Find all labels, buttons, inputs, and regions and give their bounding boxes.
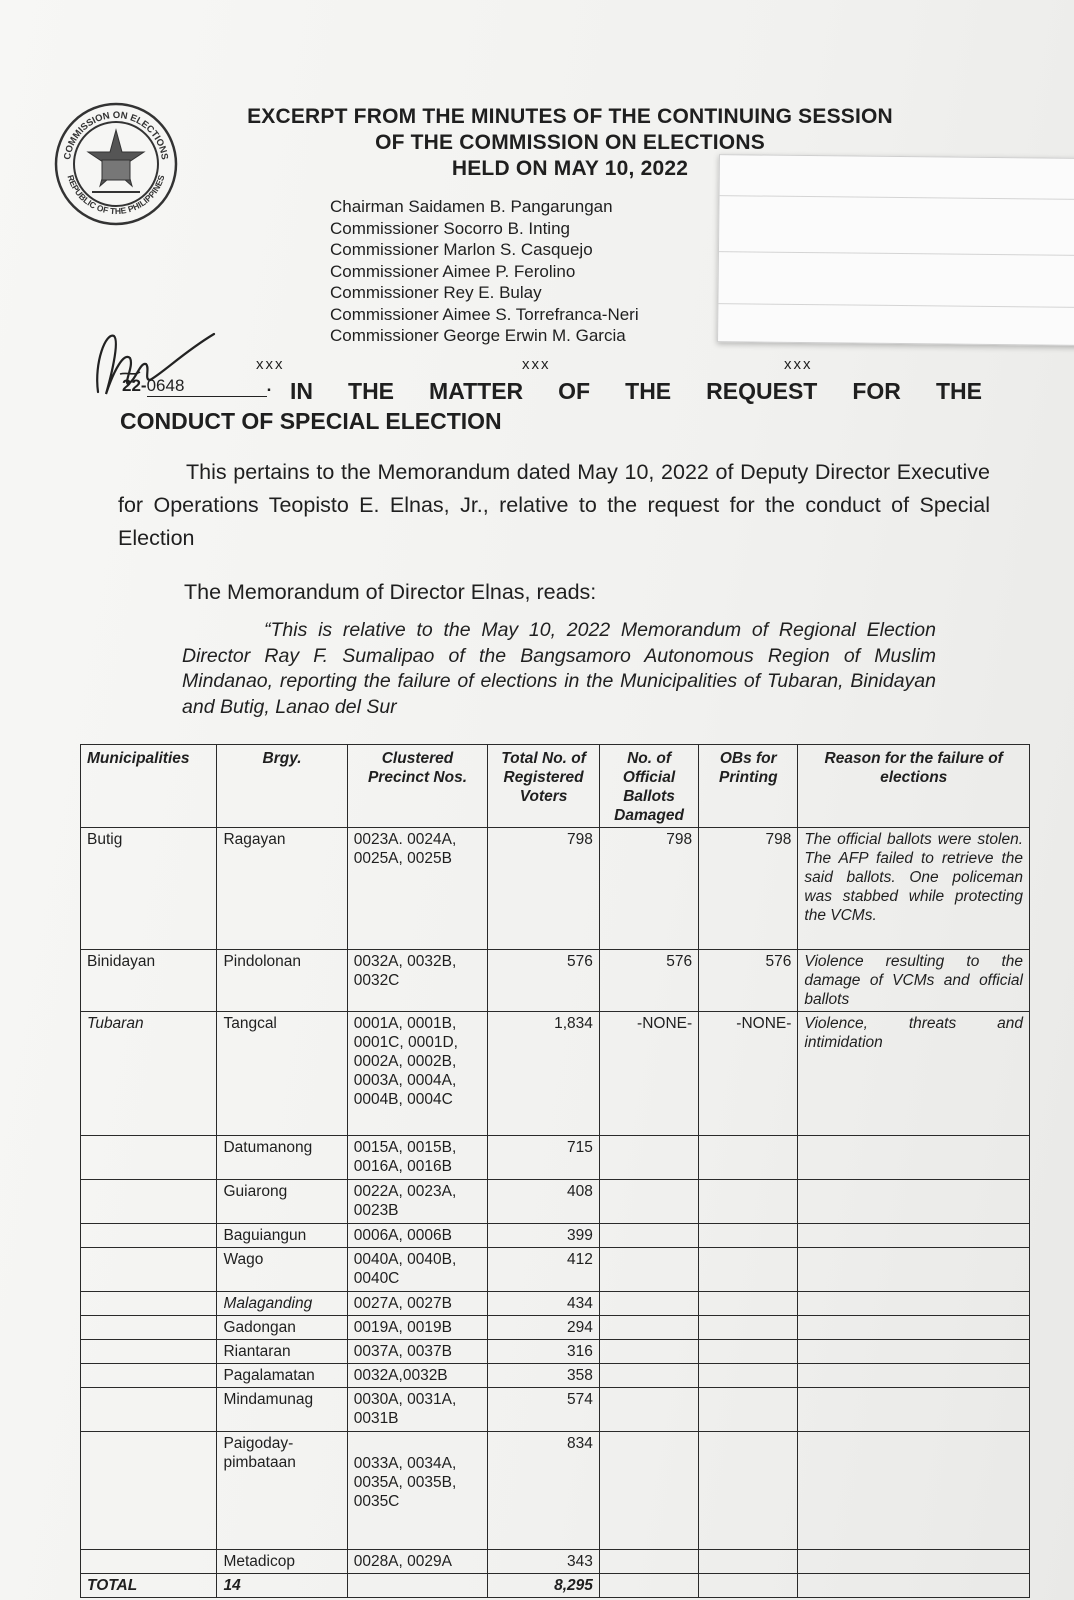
cell-municipality bbox=[81, 1316, 217, 1340]
cell-precincts: 0015A, 0015B, 0016A, 0016B bbox=[347, 1136, 488, 1180]
cell-precincts: 0001A, 0001B, 0001C, 0001D, 0002A, 0002B, 0003A, 0004A, 0004B, 0004C bbox=[347, 1012, 488, 1136]
total-precincts bbox=[347, 1574, 488, 1598]
cell-barangay: Baguiangun bbox=[217, 1224, 347, 1248]
cell-precincts: 0032A,0032B bbox=[347, 1364, 488, 1388]
member-name: Commissioner Aimee P. Ferolino bbox=[330, 261, 576, 281]
column-header: Municipalities bbox=[81, 745, 217, 828]
cell-damaged bbox=[599, 1364, 698, 1388]
cell-barangay: Pindolonan bbox=[217, 950, 347, 1012]
table-row bbox=[81, 950, 1030, 1012]
cell-voters: 294 bbox=[488, 1316, 600, 1340]
cell-printing bbox=[699, 1364, 798, 1388]
cell-reason bbox=[798, 1364, 1030, 1388]
cell-municipality bbox=[81, 1388, 217, 1432]
member-name: Chairman Saidamen B. Pangarungan bbox=[330, 197, 613, 216]
cell-barangay: Gadongan bbox=[217, 1316, 347, 1340]
body-paragraph-text: This pertains to the Memorandum dated May 10, 2022 of Deputy Director Executive for Operations Teopisto E. Elnas, Jr., relative to the request for the conduct of Special Election bbox=[118, 460, 990, 550]
title-word: OF bbox=[558, 378, 591, 404]
cell-municipality: Binidayan bbox=[81, 950, 217, 1012]
cell-reason bbox=[798, 1316, 1030, 1340]
cell-damaged bbox=[599, 1180, 698, 1224]
total-printing bbox=[699, 1574, 798, 1598]
cell-damaged bbox=[599, 1316, 698, 1340]
resolution-number-value: 0648 bbox=[147, 376, 267, 397]
memorandum-intro: The Memorandum of Director Elnas, reads: bbox=[184, 580, 597, 604]
table-row bbox=[81, 1292, 1030, 1316]
cell-barangay: Metadicop bbox=[217, 1550, 347, 1574]
title-word: THE bbox=[935, 378, 982, 404]
total-label: TOTAL bbox=[81, 1574, 217, 1598]
cell-damaged bbox=[599, 1432, 698, 1550]
member-name: Commissioner Marlon S. Casquejo bbox=[330, 240, 593, 259]
table-row bbox=[81, 1388, 1030, 1432]
member-name: Commissioner Aimee S. Torrefranca-Neri bbox=[330, 304, 639, 324]
cell-voters: 399 bbox=[488, 1224, 600, 1248]
cell-municipality: Tubaran bbox=[81, 1012, 217, 1136]
member-name: Commissioner Rey E. Bulay bbox=[330, 283, 542, 302]
title-line-2: CONDUCT OF SPECIAL ELECTION bbox=[120, 408, 502, 434]
cell-municipality bbox=[81, 1550, 217, 1574]
header-line-2: OF THE COMMISSION ON ELECTIONS bbox=[375, 131, 765, 154]
cell-barangay: Tangcal bbox=[217, 1012, 347, 1136]
seal-bottom-text: REPUBLIC OF THE PHILIPPINES bbox=[65, 173, 167, 217]
body-paragraph bbox=[118, 456, 990, 555]
cell-barangay: Wago bbox=[217, 1248, 347, 1292]
cell-municipality bbox=[81, 1248, 217, 1292]
cell-voters: 358 bbox=[488, 1364, 600, 1388]
total-voters: 8,295 bbox=[488, 1574, 600, 1598]
resolution-prefix: 22- bbox=[122, 376, 147, 395]
cell-voters: 1,834 bbox=[488, 1012, 600, 1136]
cell-voters: 798 bbox=[488, 828, 600, 950]
cell-printing: -NONE- bbox=[699, 1012, 798, 1136]
header-line-3: HELD ON MAY 10, 2022 bbox=[451, 157, 689, 180]
cell-damaged bbox=[599, 1550, 698, 1574]
cell-precincts: 0037A, 0037B bbox=[347, 1340, 488, 1364]
comelec-seal-icon bbox=[52, 100, 180, 228]
column-header: Brgy. bbox=[217, 745, 347, 828]
cell-reason bbox=[798, 1180, 1030, 1224]
cell-printing: 576 bbox=[699, 950, 798, 1012]
cell-voters: 434 bbox=[488, 1292, 600, 1316]
cell-damaged: 576 bbox=[599, 950, 698, 1012]
memorandum-quote bbox=[182, 618, 936, 720]
table-row bbox=[81, 1012, 1030, 1136]
failure-of-elections-table bbox=[80, 744, 1030, 1598]
cell-precincts: 0027A, 0027B bbox=[347, 1292, 488, 1316]
table-total-row bbox=[81, 1574, 1030, 1598]
cell-voters: 343 bbox=[488, 1550, 600, 1574]
cell-printing bbox=[699, 1224, 798, 1248]
cell-reason bbox=[798, 1224, 1030, 1248]
cell-reason: Violence resulting to the damage of VCMs and official ballots bbox=[798, 950, 1030, 1012]
table-row bbox=[81, 1340, 1030, 1364]
seal-top-text: COMMISSION ON ELECTIONS bbox=[62, 109, 170, 161]
table-row bbox=[81, 1550, 1030, 1574]
separator: xxx bbox=[522, 356, 551, 373]
cell-precincts: 0040A, 0040B, 0040C bbox=[347, 1248, 488, 1292]
cell-reason bbox=[798, 1292, 1030, 1316]
column-header: Clustered Precinct Nos. bbox=[347, 745, 488, 828]
cell-printing bbox=[699, 1432, 798, 1550]
cell-barangay: Guiarong bbox=[217, 1180, 347, 1224]
cell-barangay: Riantaran bbox=[217, 1340, 347, 1364]
cell-municipality bbox=[81, 1136, 217, 1180]
cell-barangay: Pagalamatan bbox=[217, 1364, 347, 1388]
cell-damaged: 798 bbox=[599, 828, 698, 950]
header-line-1: EXCERPT FROM THE MINUTES OF THE CONTINUING SESSION bbox=[247, 105, 893, 128]
cell-precincts: 0006A, 0006B bbox=[347, 1224, 488, 1248]
cell-printing bbox=[699, 1388, 798, 1432]
cell-damaged: -NONE- bbox=[599, 1012, 698, 1136]
cell-printing bbox=[699, 1180, 798, 1224]
cell-damaged bbox=[599, 1224, 698, 1248]
cell-municipality bbox=[81, 1340, 217, 1364]
column-header: Reason for the failure of elections bbox=[798, 745, 1030, 828]
column-header: OBs for Printing bbox=[699, 745, 798, 828]
table-row bbox=[81, 1316, 1030, 1340]
resolution-title bbox=[120, 376, 982, 436]
cell-municipality bbox=[81, 1432, 217, 1550]
cell-voters: 408 bbox=[488, 1180, 600, 1224]
resolution-number: 22-0648 . bbox=[122, 376, 272, 395]
member-name: Commissioner Socorro B. Inting bbox=[330, 218, 570, 238]
table-header-row bbox=[81, 745, 1030, 828]
column-header: Total No. of Registered Voters bbox=[488, 745, 600, 828]
cell-reason: Violence, threats and intimidation bbox=[798, 1012, 1030, 1136]
separator: xxx bbox=[256, 356, 285, 373]
cell-precincts: 0019A, 0019B bbox=[347, 1316, 488, 1340]
cell-reason bbox=[798, 1388, 1030, 1432]
table-row bbox=[81, 1432, 1030, 1550]
title-word: MATTER bbox=[429, 378, 524, 404]
cell-barangay: Malaganding bbox=[217, 1292, 347, 1316]
title-word: REQUEST bbox=[706, 378, 818, 404]
table-row bbox=[81, 1364, 1030, 1388]
cell-reason: The official ballots were stolen. The AFP failed to retrieve the said ballots. One policeman was stabbed while protecting the VCMs. bbox=[798, 828, 1030, 950]
title-word: THE bbox=[625, 378, 672, 404]
cell-reason bbox=[798, 1340, 1030, 1364]
commission-members bbox=[330, 196, 639, 347]
total-reason bbox=[798, 1574, 1030, 1598]
cell-barangay: Ragayan bbox=[217, 828, 347, 950]
cell-municipality bbox=[81, 1364, 217, 1388]
table-row bbox=[81, 1180, 1030, 1224]
title-word: THE bbox=[348, 378, 395, 404]
cell-voters: 834 bbox=[488, 1432, 600, 1550]
table-row bbox=[81, 1224, 1030, 1248]
cell-printing: 798 bbox=[699, 828, 798, 950]
cell-printing bbox=[699, 1550, 798, 1574]
cell-reason bbox=[798, 1136, 1030, 1180]
cell-barangay: Mindamunag bbox=[217, 1388, 347, 1432]
table-row bbox=[81, 1136, 1030, 1180]
cell-precincts: 0028A, 0029A bbox=[347, 1550, 488, 1574]
cell-damaged bbox=[599, 1340, 698, 1364]
cell-voters: 576 bbox=[488, 950, 600, 1012]
cell-damaged bbox=[599, 1388, 698, 1432]
table-row bbox=[81, 1248, 1030, 1292]
cell-municipality bbox=[81, 1292, 217, 1316]
total-barangay-count: 14 bbox=[217, 1574, 347, 1598]
cell-precincts: 0022A, 0023A, 0023B bbox=[347, 1180, 488, 1224]
table-row bbox=[81, 828, 1030, 950]
cell-printing bbox=[699, 1136, 798, 1180]
cell-reason bbox=[798, 1248, 1030, 1292]
cell-precincts: 0033A, 0034A, 0035A, 0035B, 0035C bbox=[347, 1432, 488, 1550]
cell-damaged bbox=[599, 1292, 698, 1316]
cell-municipality bbox=[81, 1180, 217, 1224]
total-damaged bbox=[599, 1574, 698, 1598]
column-header: No. of Official Ballots Damaged bbox=[599, 745, 698, 828]
cell-damaged bbox=[599, 1136, 698, 1180]
cell-voters: 715 bbox=[488, 1136, 600, 1180]
cell-reason bbox=[798, 1550, 1030, 1574]
memorandum-quote-text: “This is relative to the May 10, 2022 Memorandum of Regional Election Director Ray F. Sumalipao of the Bangsamoro Autonomous Region of Muslim Mindanao, reporting the failure of elections in the Municipalities of Tubaran, Binidayan and Butig, Lanao del Sur bbox=[182, 619, 936, 718]
cell-printing bbox=[699, 1316, 798, 1340]
cell-barangay: Datumanong bbox=[217, 1136, 347, 1180]
cell-printing bbox=[699, 1292, 798, 1316]
cell-municipality: Butig bbox=[81, 828, 217, 950]
cell-voters: 412 bbox=[488, 1248, 600, 1292]
cell-voters: 316 bbox=[488, 1340, 600, 1364]
cell-precincts: 0023A. 0024A, 0025A, 0025B bbox=[347, 828, 488, 950]
title-word: FOR bbox=[852, 378, 901, 404]
cell-barangay: Paigoday-pimbataan bbox=[217, 1432, 347, 1550]
cell-printing bbox=[699, 1248, 798, 1292]
separator: xxx bbox=[784, 356, 813, 373]
cell-voters: 574 bbox=[488, 1388, 600, 1432]
cell-printing bbox=[699, 1340, 798, 1364]
sticky-note bbox=[717, 154, 1074, 346]
cell-precincts: 0030A, 0031A, 0031B bbox=[347, 1388, 488, 1432]
cell-municipality bbox=[81, 1224, 217, 1248]
title-word: IN bbox=[290, 378, 313, 404]
cell-damaged bbox=[599, 1248, 698, 1292]
cell-precincts: 0032A, 0032B, 0032C bbox=[347, 950, 488, 1012]
member-name: Commissioner George Erwin M. Garcia bbox=[330, 326, 626, 345]
cell-reason bbox=[798, 1432, 1030, 1550]
